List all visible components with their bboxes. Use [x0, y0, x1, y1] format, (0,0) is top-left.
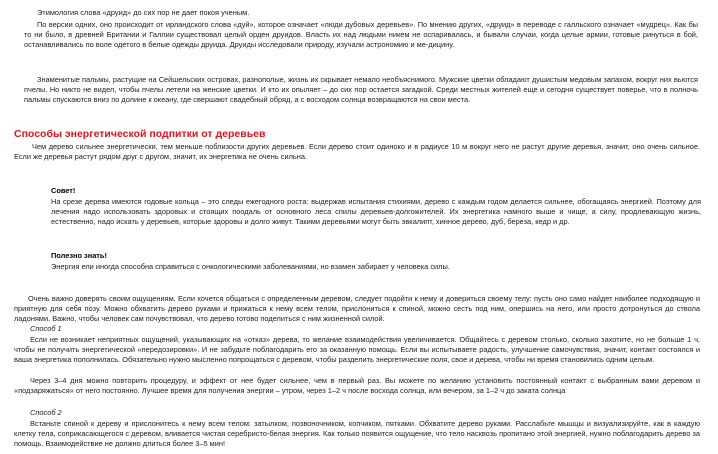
- section-heading: Способы энергетической подпитки от деревьев: [14, 128, 266, 140]
- paragraph-tree-strength: Чем дерево сильнее энергетически, тем меньше поблизости других деревьев. Если дерево стоит одиноко и в радиусе 10 м вокруг него не растут другие деревья, значит, оно очень сильное. Если же деревья растут рядом друг с другом, значит, их энергетика не очень сильна.: [14, 142, 700, 161]
- paragraph-etymology: Этимология слова «друид» до сих пор не дает покоя ученым.: [37, 8, 250, 17]
- method-2-label: Способ 2: [30, 408, 62, 417]
- useful-label: Полезно знать!: [51, 251, 107, 260]
- paragraph-druid-versions: По версии одних, оно происходит от ирландского слова «дуй», которое означает «люди дубовых деревьев». По мнению других, «друид» в переводе с галльского означает «мудрец». Как бы то ни было, в древней Британии и Галлии существовал целый орден друидов. Власть их над людьми никем не оспаривалась, и бывали случаи, когда целые армии, готовые ринуться в бой, останавливались по воле одетого в белые одежды друида. Друиды исследовали природу, изучали астрономию и ме-дицину.: [24, 20, 698, 49]
- paragraph-repeat: Через 3–4 дня можно повторить процедуру, и эффект от нее будет сильнее, чем в первый раз. Вы можете по желанию установить постоянный контакт с выбранным вами деревом и «подзаряжаться» от него постоянно. Лучшее время для получения энергии – утром, через 1–2 ч после восхода солнца, или вечером, за 1–2 ч до заката солнца: [14, 376, 700, 395]
- paragraph-palms: Знаменитые пальмы, растущие на Сейшельских островах, разнополые, жизнь их скрывает немало необъяснимого. Мужские цветки обладают душистым медовым запахом, вокруг них вьются пчелы. Но никто не видел, чтобы пчелы летели на женские цветки. И кто их опыляет – до сих пор остается загадкой. Среди местных жителей еще и сегодня существует поверье, что в полночь пальмы спускаются вниз по долине к океану, где свершают свадебный обряд, а с восходом солнца возвращаются на свои места.: [24, 75, 698, 104]
- method-1-text: Если не возникает неприятных ощущений, указывающих на «отказ» дерева, то желание взаимодействия увеличивается. Общайтесь с деревом столько, сколько захотите, но не больше 1 ч, чтобы не получить энергетической «передозировки». И не забудьте поблагодарить его за оказанную помощь. Если вы испытываете радость, улучшение самочувствия, значит, контакт состоялся и ваша энергетика пополнилась. Обязательно нужно мысленно попрощаться с деревом, чтобы разделить энергетические поля, свое и дерева, чтобы ни время становились одним целым.: [14, 335, 700, 364]
- useful-text: Энергия ели иногда способна справиться с онкологическими заболеваниями, но взамен забирает у человека силы.: [51, 262, 450, 271]
- method-2-text: Встаньте спиной к дереву и прислонитесь к нему всем телом: затылком, позвоночником, копчиком, пятками. Обхватите дерево руками. Расслабьте мышцы и визуализируйте, как в каждую клетку тела, соприкасающегося с деревом, вливается чистая серебристо-белая энергия. Как только появится ощущение, что тело насквозь пропитано этой энергией, нужно поблагодарить дерево за помощь. Взаимодействие не должно длиться более 3–5 мин!: [14, 419, 700, 448]
- advice-label: Совет!: [51, 186, 76, 195]
- advice-text: На срезе дерева имеются годовые кольца – это следы ежегодного роста: выдержав испытания стихиями, дерево с каждым годом делается сильнее, обогащаясь энергией. Поэтому для лечения надо использовать здоровых и стоящих поодаль от основного леса спилы деревьев-долгожителей. Их энергетика намного выше и чище, а силу, продлевающую жизнь, естественно, надо искать у деревьев, которые здоровы и долго живут. Такими деревьями могут быть эвкалипт, хинное дерево, дуб, береза, кедр и др.: [51, 197, 701, 226]
- paragraph-trust-feelings: Очень важно доверять своим ощущениям. Если хочется общаться с определенным деревом, следует подойти к нему и довериться своему телу: пусть оно само найдет наиболее подходящую и приятную для себя позу. Можно обхватить дерево руками и прижаться к нему всем телом, прислониться к спиной, можно сесть под ним, опершись на него, или просто дотронуться до ствола ладонями. Важно, чтобы человек сам почувствовал, что дерево готово поделиться с ним жизненной силой.: [14, 294, 700, 323]
- method-1-label: Способ 1: [30, 324, 62, 333]
